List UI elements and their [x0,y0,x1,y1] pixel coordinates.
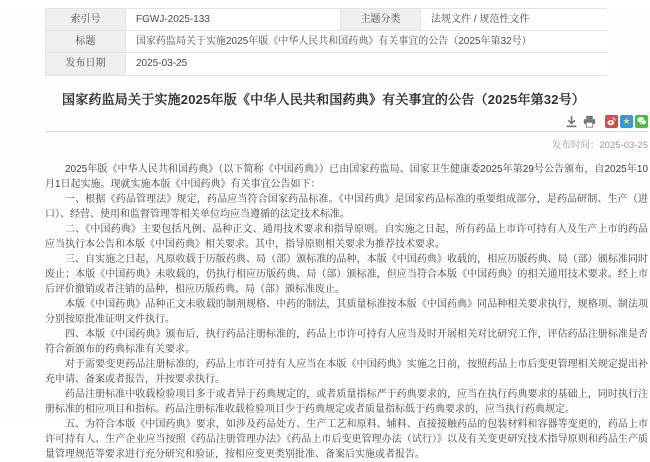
info-label-publish-date: 发布日期 [46,53,126,75]
wechat-share-icon[interactable] [635,115,648,128]
paragraph-section-4b: 对于需要变更药品注册标准的，药品上市许可持有人应当在本版《中国药典》实施之日前，按照药品上市后变更管理相关规定提出补充申请、备案或者报告，并按要求执行。 [45,359,648,385]
document-page [0,8,650,460]
info-label-index-number: 索引号 [46,9,126,31]
paragraph-section-4c: 药品注册标准中收载检验项目多于或者异于药典规定的，或者质量指标严于药典要求的，应当在执行药典要求的基础上，同时执行注册标准的相应项目和指标。药品注册标准收载检验项目少于药典规定或者质量指标低于药典要求的，应当执行药典规定。 [45,389,648,415]
publish-time [45,137,648,151]
document-info-table [45,8,607,76]
paragraph-section-5: 五、为符合本版《中国药典》要求，如涉及药品处方、生产工艺和原料、辅料、直接接触药品的包装材料和容器等变更的，药品上市许可持有人、生产企业应当按照《药品注册管理办法》《药品上市后变更管理办法（试行）》以及有关变更研究技术指导原则和药品生产质量管理规范等要求进行充分研究和验证，按相应变更类别批准、备案后实施或者报告。 [45,419,648,460]
paragraph-section-4: 四、本版《中国药典》颁布后，执行药品注册标准的，药品上市许可持有人应当及时开展相关对比研究工作，评估药品注册标准是否符合新颁布的药典标准有关要求。 [45,329,648,355]
share-icon-group [605,115,648,128]
paragraph-section-3: 三、自实施之日起，凡原收载于历版药典、局（部）颁标准的品种，本版《中国药典》收载的，相应历版药典、局（部）颁标准同时废止；本版《中国药典》未收载的，仍执行相应历版药典、局（部）颁标准，但应当符合本版《中国药典》的相关通用技术要求。经上市后评价撤销或者注销的品种，相应历版药典、局（部）颁标准废止。 [45,254,648,295]
info-value-publish-date: 2025-03-25 [126,53,608,75]
paragraph-section-1: 一、根据《药品管理法》规定，药品应当符合国家药品标准。《中国药典》是国家药品标准的重要组成部分，是药品研制、生产（进口）、经营、使用和监督管理等相关单位均应当遵循的法定技术标准。 [45,194,648,220]
publish-time-label: 发布时间： [551,140,600,151]
info-value-topic-category: 法规文件 / 规范性文件 [421,9,608,31]
print-icon[interactable] [583,115,596,128]
download-icon[interactable] [565,115,578,128]
qzone-share-icon[interactable]: ★ [620,115,633,128]
paragraph-intro: 2025年版《中华人民共和国药典》（以下简称《中国药典》）已由国家药监局、国家卫生健康委2025年第29号公告颁布，自2025年10月1日起实施。现就实施本版《中国药典》有关事宜公告如下： [45,164,648,190]
article-body [45,162,648,462]
weibo-share-icon[interactable] [605,115,618,128]
page-title: 国家药监局关于实施2025年版《中华人民共和国药典》有关事宜的公告（2025年第32号） [62,92,586,107]
paragraph-section-3b: 本版《中国药典》品种正文未收载的制剂规格、中药的制法，其质量标准按本版《中国药典》同品种相关要求执行，规格项、制法项分别按原批准证明文件执行。 [45,299,648,325]
info-value-title: 国家药监局关于实施2025年版《中华人民共和国药典》有关事宜的公告（2025年第32号） [126,31,608,53]
info-label-topic-category: 主题分类 [341,9,421,31]
paragraph-section-2: 二、《中国药典》主要包括凡例、品种正文、通用技术要求和指导原则。自实施之日起，所有药品上市许可持有人及生产上市的药品应当执行本公告和本版《中国药典》相关要求。其中，指导原则相关要求为推荐技术要求。 [45,224,648,250]
info-value-index-number: FGWJ-2025-133 [126,9,341,31]
publish-time-value: 2025-03-25 [599,140,648,151]
info-label-title: 标题 [46,31,126,53]
toolbar [45,114,648,128]
header-divider [45,131,648,132]
